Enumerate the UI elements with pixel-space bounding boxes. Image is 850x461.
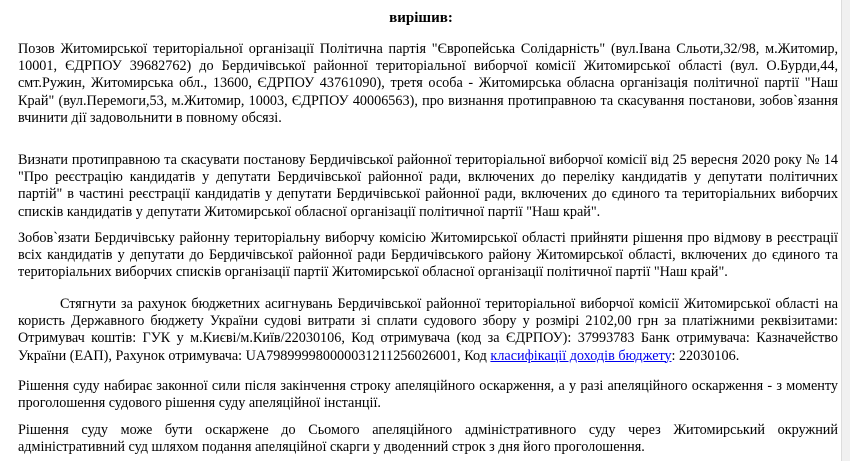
vertical-scrollbar[interactable] [841, 0, 850, 461]
paragraph-obligation: Зобов`язати Бердичівську районну територіальну виборчу комісію Житомирської області прийняти рішення про відмову в реєстрації всіх кандидатів у депутати до Бердичівської районної ради Бердичівського району Житомирської області, включених до єдиного та територіальних виборчих списків організації партії Житомирської обласної організації політичної партії "Наш край". [18, 230, 838, 281]
paragraph-claim: Позов Житомирської територіальної організації Політична партія "Європейська Солідарність" (вул.Івана Сльоти,32/98, м.Житомир, 10001, ЄДРПОУ 39682762) до Бердичівської районної територіальної виборчої комісії Житомирської області (вул. О.Бурди,44, смт.Ружин, Житомирська обл., 13600, ЄДРПОУ 43761090), третя особа - Житомирська обласна організація політичної партії "Наш Край" (вул.Перемоги,53, м.Житомир, 10003, ЄДРПОУ 40006563), про визнання протиправною та скасування постанови, зобов`язання вчинити дії задовольнити в повному обсязі. [18, 41, 838, 126]
paragraph-court-fee [18, 296, 838, 365]
paragraph-legal-force: Рішення суду набирає законної сили після закінчення строку апеляційного оскарження, а у разі апеляційного оскарження - з моменту проголошення судового рішення суду апеляційної інстанції. [18, 378, 838, 412]
revenue-classification-link[interactable]: класифікації доходів бюджету [490, 347, 672, 364]
decision-heading: вирішив: [389, 10, 453, 26]
court-fee-text: Стягнути за рахунок бюджетних асигнувань Бердичівської районної територіальної виборчої комісії Житомирської області на користь Державного бюджету України судові витрати зі сплати судового збору у розмірі 2102,00 грн за платіжними реквізитами: Отримувач коштів: ГУК у м.Києві/м.Київ/22030106, Код отримувача (код за ЄДРПОУ): 37993783 Банк отримувача: Казначейство України (ЕАП), Рахунок отримувача: UA798999980000031211256026001, Код [18, 296, 838, 364]
paragraph-annul-resolution: Визнати протиправною та скасувати постанову Бердичівської районної територіальної виборчої комісії від 25 вересня 2020 року № 14 "Про реєстрацію кандидатів у депутати Бердичівської районної ради, включених до переліку кандидатів у депутати політичних партій" в частині реєстрації кандидатів у депутати Бердичівської районної ради, включених до єдиного та територіальних виборчих списків кандидатів у депутати Житомирської обласної організації політичної партії "Наш край". [18, 152, 838, 220]
court-fee-code: : 22030106. [671, 347, 740, 364]
paragraph-appeal: Рішення суду може бути оскаржене до Сьомого апеляційного адміністративного суду через Житомирський окружний адміністративний суд шляхом подання апеляційної скарги у дводенний строк з дня його проголошення. [18, 422, 838, 456]
